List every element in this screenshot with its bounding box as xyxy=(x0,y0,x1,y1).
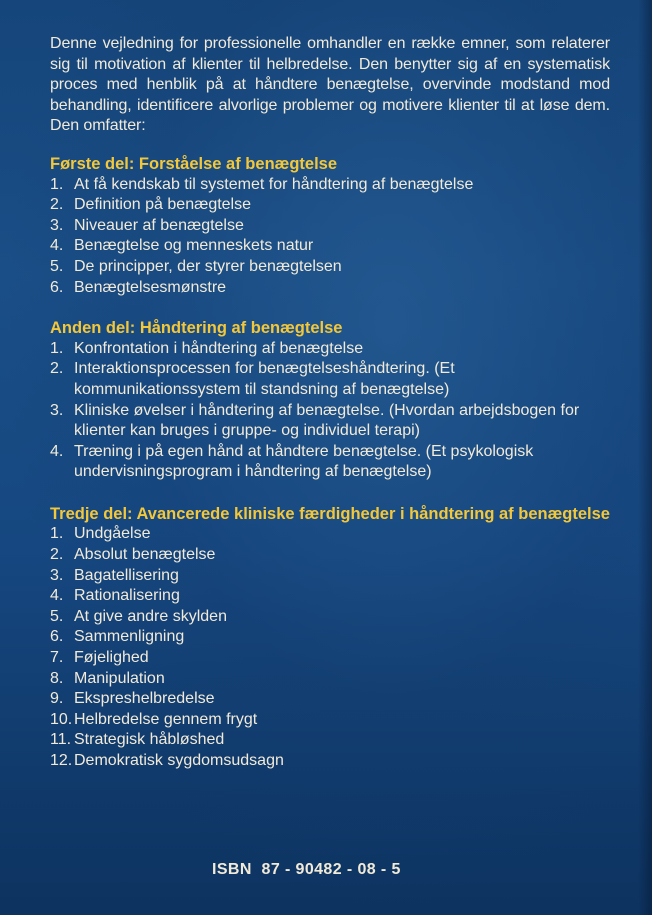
list-item-text: Strategisk håbløshed xyxy=(74,731,225,749)
list-item-number: 1. xyxy=(50,339,64,357)
cover-text-block xyxy=(50,34,610,772)
list-item-text: Undgåelse xyxy=(74,525,151,543)
list-item-text: Kliniske øvelser i håndtering af benægtelse. (Hvordan arbejdsbogen for klienter kan bruges i gruppe- og individuel terapi) xyxy=(74,401,580,440)
list-item-number: 6. xyxy=(50,628,64,646)
list-item xyxy=(50,257,610,278)
intro-paragraph: Denne vejledning for professionelle omhandler en række emner, som relaterer sig til motivation af klienter til helbredelse. Den benytter sig af en systematisk proces med henblik på at håndtere benægtelse, overvinde modstand mod behandling, identificere alvorlige problemer og motivere klienter til at løse dem. Den omfatter: xyxy=(50,35,610,135)
list-item-number: 11. xyxy=(50,731,72,749)
section-title-part-1: Første del: Forståelse af benægtelse xyxy=(50,154,338,173)
list-item-text: De principper, der styrer benægtelsen xyxy=(74,257,342,275)
list-item-number: 2. xyxy=(50,196,64,214)
isbn-number: ISBN 87 - 90482 - 08 - 5 xyxy=(212,861,401,878)
list-item xyxy=(50,751,610,772)
list-item xyxy=(50,278,610,299)
list-item xyxy=(50,607,610,628)
list-item-text: Definition på benægtelse xyxy=(74,196,252,214)
list-item-number: 8. xyxy=(50,669,64,687)
list-item-text: At få kendskab til systemet for håndtering af benægtelse xyxy=(74,175,474,193)
list-item-text: Niveauer af benægtelse xyxy=(74,216,244,234)
list-item-text: At give andre skylden xyxy=(74,607,227,625)
section-list-part-2 xyxy=(50,339,610,483)
section-title-part-2: Anden del: Håndtering af benægtelse xyxy=(50,319,343,338)
list-item xyxy=(50,339,610,360)
list-item-text: Manipulation xyxy=(74,669,165,687)
list-item-number: 10. xyxy=(50,710,73,728)
list-item-number: 4. xyxy=(50,587,64,605)
list-item xyxy=(50,524,610,545)
list-item-number: 2. xyxy=(50,546,64,564)
list-item-text: Bagatellisering xyxy=(74,566,179,584)
list-item xyxy=(50,175,610,196)
list-item xyxy=(50,648,610,669)
list-item xyxy=(50,730,610,751)
list-item-number: 6. xyxy=(50,278,64,296)
list-item-number: 3. xyxy=(50,401,64,419)
list-item-number: 1. xyxy=(50,525,64,543)
list-item-text: Konfrontation i håndtering af benægtelse xyxy=(74,339,364,357)
list-item xyxy=(50,545,610,566)
list-item xyxy=(50,359,610,400)
list-item xyxy=(50,586,610,607)
list-item xyxy=(50,566,610,587)
list-item-text: Absolut benægtelse xyxy=(74,546,216,564)
list-item-number: 3. xyxy=(50,566,64,584)
section-title-part-3: Tredje del: Avancerede kliniske færdigheder i håndtering af benægtelse xyxy=(50,504,610,523)
list-item-number: 4. xyxy=(50,442,64,460)
list-item xyxy=(50,442,610,483)
list-item-text: Interaktionsprocessen for benægtelseshåndtering. (Et kommunikationssystem til standsning af benægtelse) xyxy=(74,360,455,398)
section-list-part-3 xyxy=(50,524,610,771)
list-item-text: Rationalisering xyxy=(74,587,180,605)
list-item-number: 1. xyxy=(50,175,64,193)
list-item-number: 3. xyxy=(50,216,64,234)
list-item xyxy=(50,689,610,710)
list-item xyxy=(50,236,610,257)
list-item-text: Benægtelse og menneskets natur xyxy=(74,237,314,255)
list-item-number: 12. xyxy=(50,752,73,769)
list-item xyxy=(50,195,610,216)
list-item xyxy=(50,401,610,442)
list-item-number: 4. xyxy=(50,237,64,255)
list-item xyxy=(50,669,610,690)
list-item-number: 2. xyxy=(50,360,64,378)
list-item xyxy=(50,627,610,648)
list-item-text: Benægtelsesmønstre xyxy=(74,278,227,296)
list-item-text: Sammenligning xyxy=(74,628,185,646)
list-item-text: Træning i på egen hånd at håndtere benægtelse. (Et psykologisk undervisningsprogram i håndtering af benægtelse) xyxy=(74,442,534,481)
list-item-number: 9. xyxy=(50,690,64,708)
list-item-text: Helbredelse gennem frygt xyxy=(74,710,258,728)
list-item-number: 7. xyxy=(50,649,64,667)
list-item-text: Demokratisk sygdomsudsagn xyxy=(74,752,284,769)
section-list-part-1 xyxy=(50,175,610,299)
list-item-number: 5. xyxy=(50,607,64,625)
list-item-number: 5. xyxy=(50,257,64,275)
list-item xyxy=(50,216,610,237)
list-item-text: Føjelighed xyxy=(74,649,149,667)
list-item-text: Ekspreshelbredelse xyxy=(74,690,215,708)
list-item xyxy=(50,710,610,731)
cover-edge-shadow xyxy=(638,0,652,915)
